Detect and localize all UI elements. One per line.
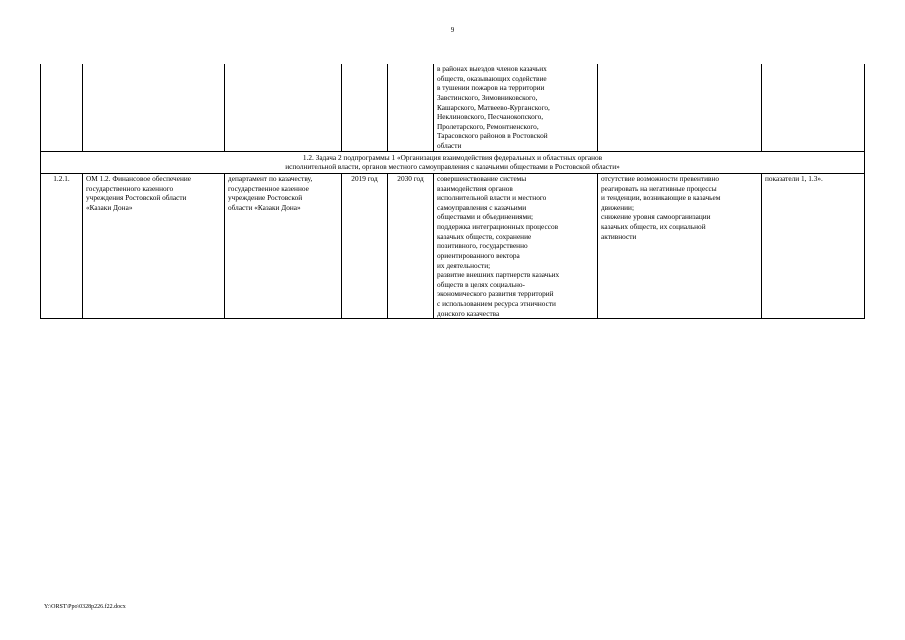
cell-consequences: отсутствие возможности превентивно реагировать на негативные процессы и тенденции, возникающие в казачьем движении; снижение уровня самоорганизации казачьих обществ, их социальной активности xyxy=(598,173,762,318)
page-number: 9 xyxy=(450,26,455,34)
cell-expected-result: совершенствование системы взаимодействия органов исполнительной власти и местного самоуправления с казачьими обществами и объединениями; поддержка интеграционных процессов казачьих обществ, сохранение позитивного, государственно ориентированного вектора их деятельности; развитие внешних партнерств казачьих обществ в целях социально- экономического развития территорий с использованием ресурса этничности донского казачества xyxy=(434,173,598,318)
footer-file-path: Y:\ORST\Ppo\0328p226.f22.docx xyxy=(44,604,126,610)
cell-consequences xyxy=(598,64,762,151)
table-row-continuation xyxy=(41,64,865,151)
cell-indicators: показатели 1, 1.3». xyxy=(762,173,865,318)
cell-expected-result: в районах выездов членов казачьих обществ, оказывающих содействие в тушении пожаров на территории Завєтинского, Зимовниковского, Кашарского, Матвеево-Курганского, Неклиновского, Песчанокопского, Пролетарского, Ремонтненского, Тарасовского районов в Ростовской области xyxy=(434,64,598,151)
task-heading: 1.2. Задача 2 подпрограммы 1 «Организация взаимодействия федеральных и областных органов исполнительной власти, органов местного самоуправления с казачьими обществами в Ростовской области» xyxy=(41,151,865,173)
cell-executor: департамент по казачеству, государственное казенное учреждение Ростовской области «Казаки Дона» xyxy=(225,173,342,318)
measures-table xyxy=(40,64,865,319)
table-row-task xyxy=(41,151,865,173)
cell-end: 2030 год xyxy=(388,173,434,318)
cell-name: ОМ 1.2. Финансовое обеспечение государственного казенного учреждения Ростовской области «Казаки Дона» xyxy=(83,173,225,318)
cell-name xyxy=(83,64,225,151)
cell-end xyxy=(388,64,434,151)
table-row-event xyxy=(41,173,865,318)
cell-indicators xyxy=(762,64,865,151)
cell-number xyxy=(41,64,83,151)
cell-number: 1.2.1. xyxy=(41,173,83,318)
cell-start xyxy=(342,64,388,151)
cell-start: 2019 год xyxy=(342,173,388,318)
cell-executor xyxy=(225,64,342,151)
